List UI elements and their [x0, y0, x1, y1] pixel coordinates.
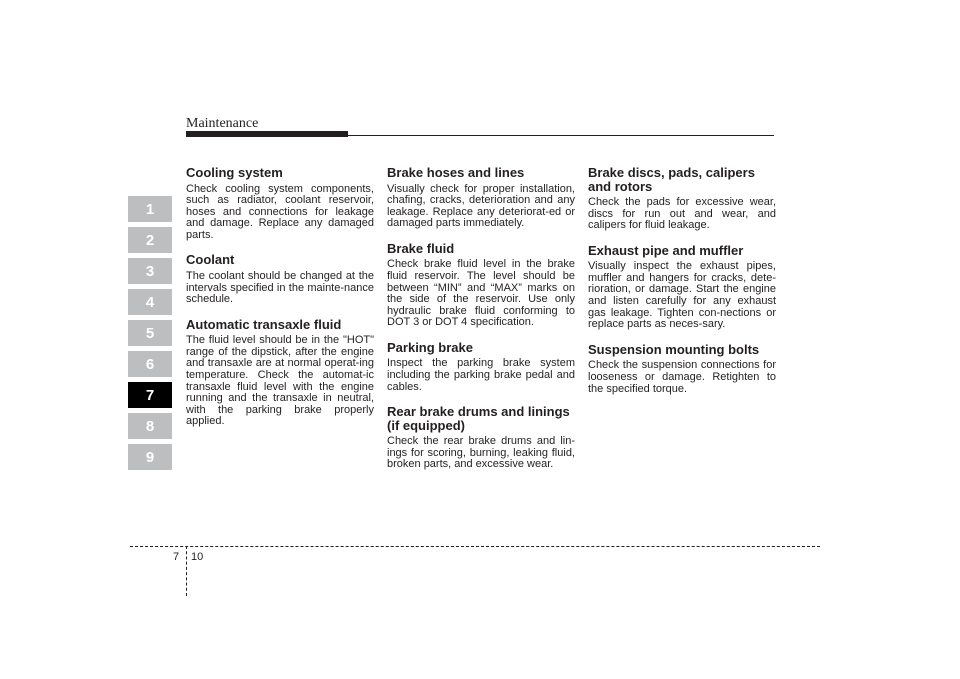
chapter-tab-7[interactable]: 7: [128, 382, 172, 408]
column-1: [186, 166, 374, 440]
section-body: Visually check for proper installation, chafing, cracks, deterioration and any leakage. Replace any deteriorat-ed or damaged parts immediately.: [387, 182, 575, 230]
chapter-tabs: [128, 196, 172, 475]
chapter-tab-8[interactable]: 8: [128, 413, 172, 439]
section-body: Check the pads for excessive wear, discs for run out and wear, and calipers for fluid leakage.: [588, 196, 776, 232]
section-heading: Coolant: [186, 252, 235, 268]
section-heading: Rear brake drums and linings (if equipped): [387, 404, 570, 433]
header-rule: [186, 135, 774, 136]
footer-divider: [186, 546, 187, 596]
chapter-tab-4[interactable]: 4: [128, 289, 172, 315]
header-rule-accent: [186, 131, 348, 137]
section-body: Check the suspension connections for looseness or damage. Retighten to the specified torque.: [588, 359, 776, 395]
chapter-tab-5[interactable]: 5: [128, 320, 172, 346]
footer-rule: [130, 546, 820, 547]
section-heading: Exhaust pipe and muffler: [588, 242, 744, 258]
column-2: [387, 166, 575, 483]
chapter-tab-2[interactable]: 2: [128, 227, 172, 253]
section-body: Inspect the parking brake system including the parking brake pedal and cables.: [387, 357, 575, 393]
section-body: Check the rear brake drums and lin-ings for scoring, burning, leaking fluid, broken parts, and excessive wear.: [387, 435, 575, 471]
footer-chapter-number: 7: [173, 551, 180, 563]
section-body: Visually inspect the exhaust pipes, muffler and hangers for cracks, dete-rioration, or damage. Start the engine and listen carefully for any exhaust gas leakage. Tighten con-nections or replace parts as neces-sary.: [588, 260, 776, 331]
section-heading: Brake discs, pads, calipers and rotors: [588, 165, 755, 194]
section-header-title: Maintenance: [186, 116, 259, 131]
chapter-tab-3[interactable]: 3: [128, 258, 172, 284]
chapter-tab-6[interactable]: 6: [128, 351, 172, 377]
section-heading: Automatic transaxle fluid: [186, 316, 342, 332]
section-heading: Brake hoses and lines: [387, 165, 525, 180]
section-heading: Parking brake: [387, 339, 473, 355]
section-body: The fluid level should be in the "HOT" range of the dipstick, after the engine and transaxle are at normal operat-ing temperature. Check the automat-ic transaxle fluid level with the engine running and the transaxle in neutral, with the parking brake properly applied.: [186, 334, 374, 428]
column-3: [588, 166, 776, 407]
chapter-tab-9[interactable]: 9: [128, 444, 172, 470]
chapter-tab-1[interactable]: 1: [128, 196, 172, 222]
section-body: The coolant should be changed at the intervals specified in the mainte-nance schedule.: [186, 269, 374, 306]
section-heading: Brake fluid: [387, 240, 455, 256]
section-heading: Cooling system: [186, 165, 283, 180]
footer-page-number: 10: [191, 551, 204, 563]
section-body: Check cooling system components, such as radiator, coolant reservoir, hoses and connections for leakage and damage. Replace any damaged parts.: [186, 182, 374, 241]
section-heading: Suspension mounting bolts: [588, 341, 760, 357]
section-body: Check brake fluid level in the brake fluid reservoir. The level should be between “MIN” and “MAX” marks on the side of the reservoir. Use only hydraulic brake fluid conforming to DOT 3 or DOT 4 specification.: [387, 258, 575, 329]
